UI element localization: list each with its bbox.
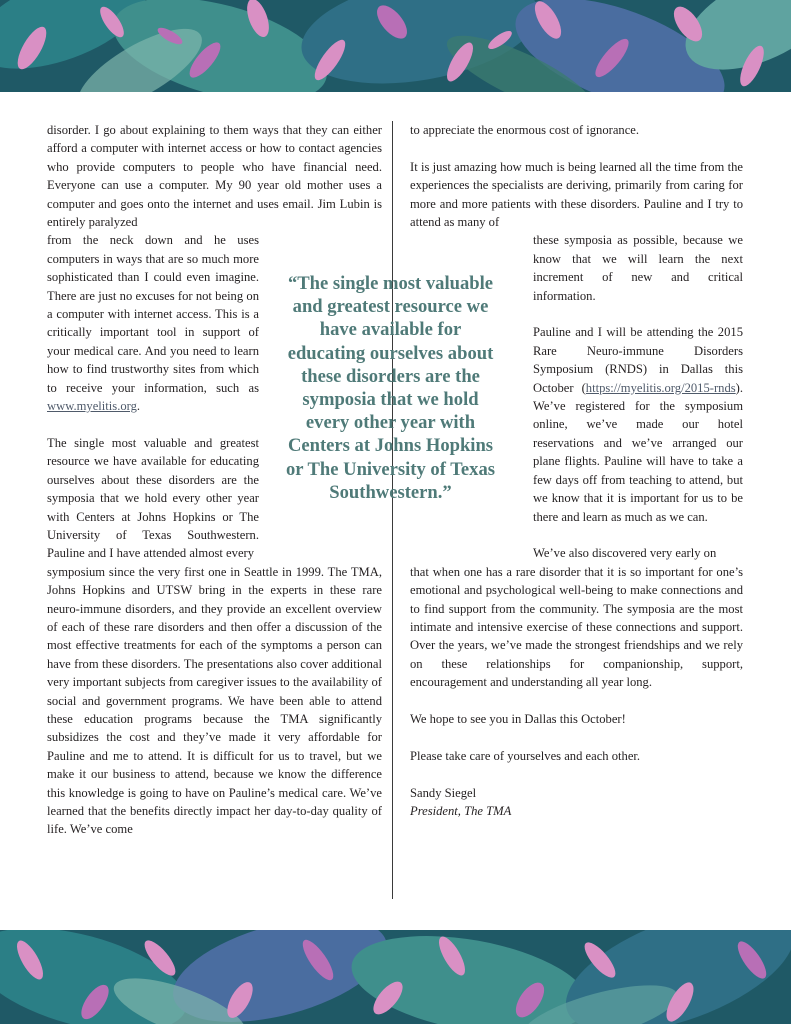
right-paragraph-3-text: Pauline and I will be attending the 2015 Rare Neuro-immune Disorders Symposium (RNDS) in Dallas this October ( bbox=[533, 325, 743, 395]
left-paragraph-1-full-width: disorder. I go about explaining to them ways that they can either afford a computer with internet access or how to contact agencies who provide computers to people who have financial need. Everyone can use a computer. My 90 year old mother uses a computer and goes onto the internet and uses email. Jim Lubin is entirely paralyzed bbox=[47, 123, 382, 230]
left-paragraph-2-full-width: symposium since the very first one in Seattle in 1999. The TMA, Johns Hopkins and UTSW bring in the experts in these rare neuro-immune disorders, and they provide an excellent overview of each of these rare disorders and then offer a discussion of the most effective treatments for each of the symptoms a person can have from these disorders. The presentations also cover additional very important subjects from caregiver issues to the availability of social and government programs. We have been able to attend these education programs because the TMA significantly subsidizes the cost and they’ve made it very affordable for Pauline and me to attend. It is difficult for us to travel, but we make it our business to attend, because we know the difference this knowledge is going to have on Pauline’s medical care. We’ve learned that the benefits directly impact her day-to-day quality of life. We’ve come bbox=[47, 564, 382, 837]
leaf-pattern-image-bottom bbox=[0, 930, 791, 1024]
right-paragraph-5: We hope to see you in Dallas this October! bbox=[410, 711, 626, 726]
bottom-leaf-banner bbox=[0, 930, 791, 1024]
right-paragraph-4 bbox=[410, 544, 743, 691]
right-paragraph-2 bbox=[410, 158, 743, 305]
left-paragraph-1-wrapped bbox=[47, 231, 259, 415]
pull-quote: “The single most valuable and greatest resource we have available for educating ourselves about these disorders are the symposia that we hold every other year with Centers at Johns Hopkins or The University of Texas Southwestern.” bbox=[285, 273, 496, 503]
left-paragraph-1-wrapped-text: from the neck down and he uses computers in ways that are so much more sophisticated than I could even imagine. There are just no excuses for not being on a computer with internet access. This is a critically important tool in support of your medical care. And you need to learn how to find trustworthy sites from which to receive your information, such as bbox=[47, 233, 259, 395]
rnds-link[interactable]: https://myelitis.org/2015-rnds bbox=[585, 380, 736, 395]
signature-name: Sandy Siegel bbox=[410, 785, 477, 800]
right-paragraph-3-text-end: ). We’ve registered for the symposium online, we’ve made our hotel reservations and we’ve arranged our plane flights. Pauline will have to take a few days off from teaching to attend, but we know that it is important for us to be there and learn as much as we can. bbox=[533, 380, 743, 524]
leaf-pattern-image bbox=[0, 0, 791, 92]
right-paragraph-2-full-width: It is just amazing how much is being learned all the time from the experiences the specialists are deriving, primarily from caring for more and more patients with these disorders. Pauline and I try to attend as many of bbox=[410, 159, 743, 230]
right-paragraph-2-wrapped: these symposia as possible, because we know that we will learn the next increment of new and critical information. bbox=[533, 233, 743, 303]
right-paragraph-4-wrapped: We’ve also discovered very early on bbox=[533, 546, 717, 561]
left-paragraph-2-wrapped: The single most valuable and greatest resource we have available for educating ourselves about these disorders are the symposia that we hold every other year with Centers at Johns Hopkins or The University of Texas Southwestern. Pauline and I have attended almost every bbox=[47, 435, 259, 561]
signature-block bbox=[410, 784, 743, 821]
top-leaf-banner bbox=[0, 0, 791, 92]
right-column bbox=[410, 121, 743, 820]
right-paragraph-1: to appreciate the enormous cost of ignorance. bbox=[410, 123, 640, 137]
right-paragraph-4-full-width: that when one has a rare disorder that it is so important for one’s emotional and psychological well-being to make connections and to find support from the community. The symposia are the most intimate and intensive exercise of these connections and support. Over the years, we’ve made the strongest friendships and we rely on these relationships for companionship, support, encouragement and understanding all year long. bbox=[410, 564, 743, 690]
myelitis-link[interactable]: www.myelitis.org bbox=[47, 399, 137, 414]
signature-title: President, The TMA bbox=[410, 803, 512, 818]
right-paragraph-3 bbox=[533, 323, 743, 525]
left-paragraph-1-end: . bbox=[136, 399, 141, 414]
column-divider bbox=[392, 121, 393, 899]
right-paragraph-6: Please take care of yourselves and each other. bbox=[410, 748, 641, 763]
